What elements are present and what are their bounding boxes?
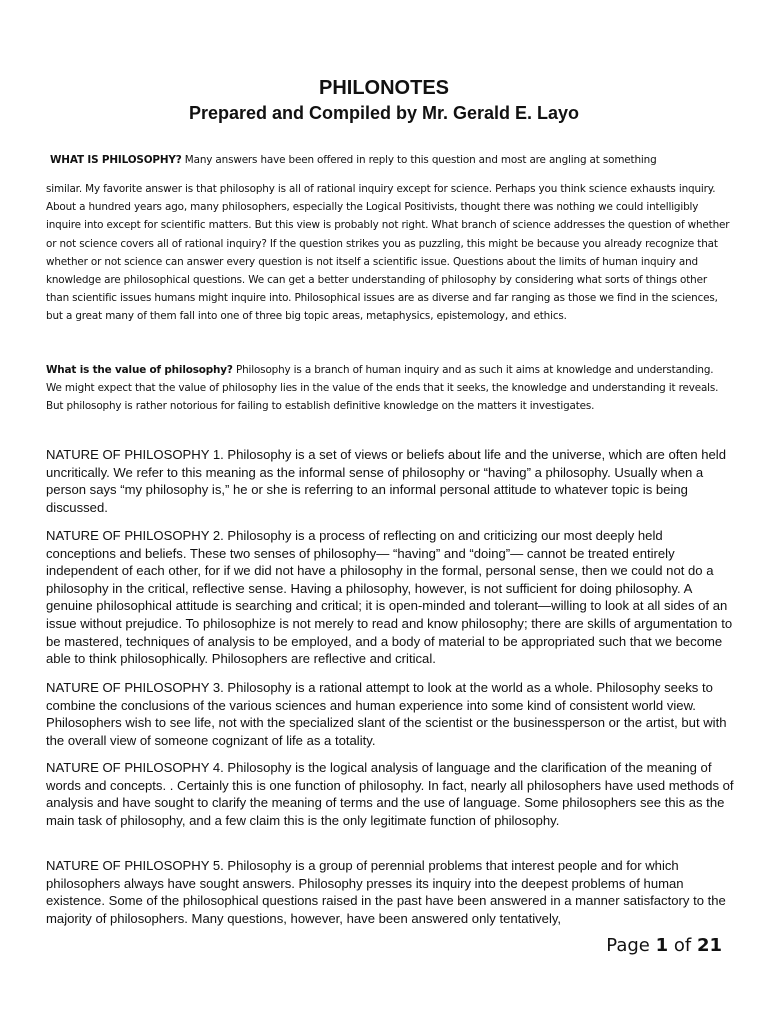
nature-paragraph-5: NATURE OF PHILOSOPHY 5. Philosophy is a group of perennial problems that interest people and for which philosophers always have sought answers. Philosophy presses its inquiry into the deepest problems of human existence. Some of the philosophical questions raised in the past have been answered in a manner satisfactory to the majority of philosophers. Many questions, however, have been answered only tentatively, [46, 858, 726, 926]
intro-first-line-text: Many answers have been offered in reply to this question and most are angling at something [181, 154, 657, 166]
value-text: Philosophy is a branch of human inquiry and as such it aims at knowledge and understanding. We might expect that the value of philosophy lies in the value of the ends that it seeks, the knowledge and understanding it reveals. But philosophy is rather notorious for failing to establish definitive knowledge on the matters it investigates. [46, 364, 719, 413]
current-page-number: 1 [655, 935, 669, 956]
intro-paragraph: similar. My favorite answer is that philosophy is all of rational inquiry except for science. Perhaps you think science exhausts inquiry. About a hundred years ago, many philosophers, especially the Logical Positivists, thought there was nothing we could intelligibly inquire into except for scientific matters. But this view is probably not right. What branch of science addresses the question of whether or not science covers all of rational inquiry? If the question strikes you as puzzling, this might be because you already recognize that whether or not science can answer every question is not itself a scientific issue. Questions about the limits of human inquiry and knowledge are philosophical questions. We can get a better understanding of philosophy by considering what sorts of things other than scientific issues humans might inquire into. Philosophical issues are as diverse and far ranging as those we find in the sciences, but a great many of them fall into one of three big topic areas, metaphysics, epistemology, and ethics. [46, 183, 730, 323]
nature-paragraph-1: NATURE OF PHILOSOPHY 1. Philosophy is a set of views or beliefs about life and the universe, which are often held uncritically. We refer to this meaning as the informal sense of philosophy or “having” a philosophy. Usually when a person says “my philosophy is,” he or she is referring to an informal personal attitude to whatever topic is being discussed. [46, 447, 726, 515]
of-word: of [668, 935, 697, 956]
document-subtitle: Prepared and Compiled by Mr. Gerald E. Layo [188, 103, 580, 123]
nature-paragraph-2: NATURE OF PHILOSOPHY 2. Philosophy is a process of reflecting on and criticizing our most deeply held conceptions and beliefs. These two senses of philosophy— “having” and “doing”— cannot be treated entirely independent of each other, for if we did not have a philosophy in the formal, personal sense, then we could not do a philosophy in the critical, reflective sense. Having a philosophy, however, is not sufficient for doing philosophy. A genuine philosophical attitude is searching and critical; it is open-minded and tolerant—willing to look at all sides of an issue without prejudice. To philosophize is not merely to read and know philosophy; there are skills of argumentation to be mastered, techniques of analysis to be employed, and a body of material to be appropriated such that we become able to think philosophically. Philosophers are reflective and critical. [46, 528, 733, 667]
page-word: Page [606, 935, 656, 956]
page-number [606, 934, 722, 958]
intro-heading: WHAT IS PHILOSOPHY? [50, 154, 182, 166]
nature-paragraph-4: NATURE OF PHILOSOPHY 4. Philosophy is the logical analysis of language and the clarification of the meaning of words and concepts. . Certainly this is one function of philosophy. In fact, nearly all philosophers have used methods of analysis and have sought to clarify the meaning of terms and the use of language. Some philosophers see this as the main task of philosophy, and a few claim this is the only legitimate function of philosophy. [46, 760, 734, 828]
total-pages-number: 21 [696, 935, 722, 956]
value-paragraph [46, 361, 730, 416]
intro-first-line [50, 151, 740, 169]
document-title: PHILONOTES [318, 77, 449, 99]
nature-paragraph-3: NATURE OF PHILOSOPHY 3. Philosophy is a rational attempt to look at the world as a whole. Philosophy seeks to combine the conclusions of the various sciences and human experience into some kind of consistent world view. Philosophers wish to see life, not with the specialized slant of the scientist or the businessperson or the artist, but with the overall view of someone cognizant of life as a totality. [46, 680, 727, 748]
value-heading: What is the value of philosophy? [46, 364, 233, 376]
